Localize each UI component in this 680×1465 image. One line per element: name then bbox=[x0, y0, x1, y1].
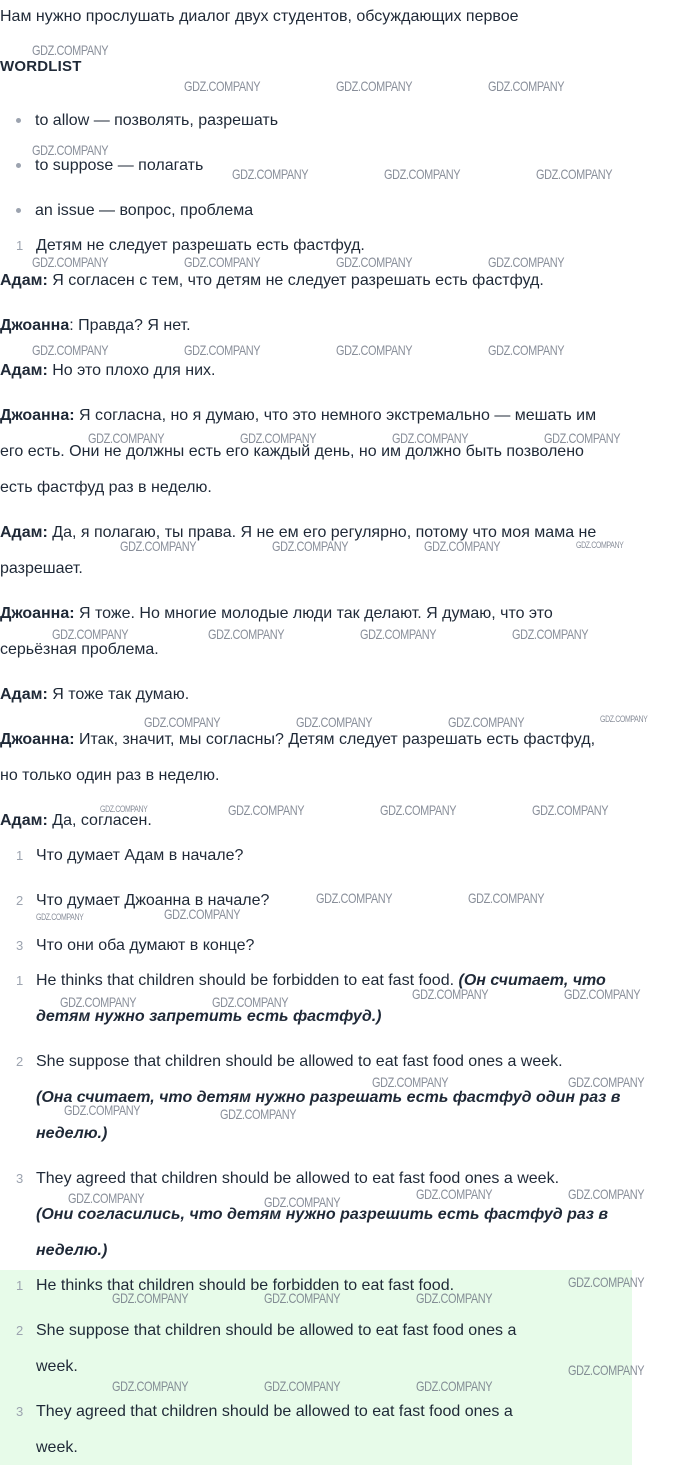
list-number: 2 bbox=[16, 893, 24, 908]
watermark-text: GDZ.COMPANY bbox=[488, 342, 565, 358]
dialog-line-adam: Адам: Я тоже так думаю. bbox=[0, 686, 190, 703]
question-text: Что думает Джоанна в начале? bbox=[36, 892, 270, 909]
short-answer-text: week. bbox=[36, 1439, 78, 1456]
dialog-line-cont: разрешает. bbox=[0, 560, 83, 577]
question-text: Что они оба думают в конце? bbox=[36, 937, 255, 954]
list-number: 3 bbox=[16, 1404, 24, 1419]
watermark-text: GDZ.COMPANY bbox=[164, 906, 241, 922]
answer-translation: неделю.) bbox=[36, 1242, 108, 1259]
list-number: 1 bbox=[16, 973, 24, 988]
watermark-text: GDZ.COMPANY bbox=[272, 538, 349, 554]
watermark-text: GDZ.COMPANY bbox=[576, 540, 624, 550]
watermark-text: GDZ.COMPANY bbox=[184, 254, 261, 270]
watermark-text: GDZ.COMPANY bbox=[512, 626, 589, 642]
answer-translation: (Она считает, что детям нужно разрешать есть фастфуд один раз в bbox=[36, 1089, 621, 1106]
watermark-text: GDZ.COMPANY bbox=[380, 802, 457, 818]
watermark-text: GDZ.COMPANY bbox=[32, 342, 109, 358]
watermark-text: GDZ.COMPANY bbox=[564, 986, 641, 1002]
dialog-line-joanna: Джоанна: Итак, значит, мы согласны? Детям следует разрешать есть фастфуд, bbox=[0, 731, 596, 748]
watermark-text: GDZ.COMPANY bbox=[264, 1290, 341, 1306]
watermark-text: GDZ.COMPANY bbox=[372, 1074, 449, 1090]
watermark-text: GDZ.COMPANY bbox=[264, 1378, 341, 1394]
watermark-text: GDZ.COMPANY bbox=[68, 1190, 145, 1206]
wordlist-heading: WORDLIST bbox=[0, 58, 82, 75]
watermark-text: GDZ.COMPANY bbox=[228, 802, 305, 818]
watermark-text: GDZ.COMPANY bbox=[488, 78, 565, 94]
watermark-text: GDZ.COMPANY bbox=[468, 890, 545, 906]
dialog-line-adam: Адам: Но это плохо для них. bbox=[0, 362, 216, 379]
watermark-text: GDZ.COMPANY bbox=[212, 994, 289, 1010]
watermark-text: GDZ.COMPANY bbox=[184, 78, 261, 94]
bullet-icon bbox=[16, 208, 21, 213]
watermark-text: GDZ.COMPANY bbox=[232, 166, 309, 182]
watermark-text: GDZ.COMPANY bbox=[544, 430, 621, 446]
list-number: 3 bbox=[16, 1171, 24, 1186]
list-number: 1 bbox=[16, 848, 24, 863]
watermark-text: GDZ.COMPANY bbox=[360, 626, 437, 642]
watermark-text: GDZ.COMPANY bbox=[88, 430, 165, 446]
watermark-text: GDZ.COMPANY bbox=[448, 714, 525, 730]
watermark-text: GDZ.COMPANY bbox=[416, 1378, 493, 1394]
dialog-line-cont: есть фастфуд раз в неделю. bbox=[0, 479, 212, 496]
watermark-text: GDZ.COMPANY bbox=[112, 1290, 189, 1306]
watermark-text: GDZ.COMPANY bbox=[416, 1186, 493, 1202]
watermark-text: GDZ.COMPANY bbox=[424, 538, 501, 554]
watermark-text: GDZ.COMPANY bbox=[240, 430, 317, 446]
watermark-text: GDZ.COMPANY bbox=[296, 714, 373, 730]
watermark-text: GDZ.COMPANY bbox=[144, 714, 221, 730]
answer-translation: неделю.) bbox=[36, 1125, 108, 1142]
short-answer-text: They agreed that children should be allowed to eat fast food ones a bbox=[36, 1403, 513, 1420]
watermark-text: GDZ.COMPANY bbox=[52, 626, 129, 642]
watermark-text: GDZ.COMPANY bbox=[600, 714, 648, 724]
watermark-text: GDZ.COMPANY bbox=[316, 890, 393, 906]
wordlist-item: to suppose — полагать bbox=[16, 157, 203, 175]
list-number: 2 bbox=[16, 1054, 24, 1069]
dialog-line-adam: Адам: Я согласен с тем, что детям не следует разрешать есть фастфуд. bbox=[0, 272, 544, 289]
watermark-text: GDZ.COMPANY bbox=[264, 1194, 341, 1210]
list-number: 1 bbox=[16, 1278, 24, 1293]
watermark-text: GDZ.COMPANY bbox=[392, 430, 469, 446]
watermark-text: GDZ.COMPANY bbox=[32, 42, 109, 58]
watermark-text: GDZ.COMPANY bbox=[64, 1102, 141, 1118]
watermark-text: GDZ.COMPANY bbox=[120, 538, 197, 554]
short-answer-text: He thinks that children should be forbidden to eat fast food. bbox=[36, 1277, 455, 1294]
watermark-text: GDZ.COMPANY bbox=[412, 986, 489, 1002]
dialog-line-adam: Адам: Да, я полагаю, ты права. Я не ем его регулярно, потому что моя мама не bbox=[0, 524, 597, 541]
watermark-text: GDZ.COMPANY bbox=[100, 804, 148, 814]
watermark-text: GDZ.COMPANY bbox=[112, 1378, 189, 1394]
watermark-text: GDZ.COMPANY bbox=[336, 254, 413, 270]
wordlist-item: an issue — вопрос, проблема bbox=[16, 202, 253, 220]
dialog-line-cont: его есть. Они не должны есть его каждый день, но им должно быть позволено bbox=[0, 443, 584, 460]
list-number: 2 bbox=[16, 1323, 24, 1338]
watermark-text: GDZ.COMPANY bbox=[568, 1274, 645, 1290]
short-answer-text: week. bbox=[36, 1358, 78, 1375]
list-number: 3 bbox=[16, 938, 24, 953]
answer-translation: детям нужно запретить есть фастфуд.) bbox=[36, 1008, 382, 1025]
watermark-text: GDZ.COMPANY bbox=[220, 1106, 297, 1122]
dialog-line-joanna: Джоанна: Я согласна, но я думаю, что это немного экстремально — мешать им bbox=[0, 407, 597, 424]
intro-text: Нам нужно прослушать диалог двух студентов, обсуждающих первое bbox=[0, 8, 519, 25]
watermark-text: GDZ.COMPANY bbox=[568, 1362, 645, 1378]
answer-translation: (Они согласились, что детям нужно разрешить есть фастфуд раз в bbox=[36, 1206, 609, 1223]
dialog-line-joanna: Джоанна: Я тоже. Но многие молодые люди так делают. Я думаю, что это bbox=[0, 605, 553, 622]
watermark-text: GDZ.COMPANY bbox=[336, 78, 413, 94]
watermark-text: GDZ.COMPANY bbox=[36, 912, 84, 922]
watermark-text: GDZ.COMPANY bbox=[384, 166, 461, 182]
bullet-icon bbox=[16, 163, 21, 168]
watermark-text: GDZ.COMPANY bbox=[488, 254, 565, 270]
dialog-line-cont: но только один раз в неделю. bbox=[0, 767, 220, 784]
watermark-text: GDZ.COMPANY bbox=[184, 342, 261, 358]
short-answer-text: She suppose that children should be allowed to eat fast food ones a bbox=[36, 1322, 517, 1339]
question-text: Что думает Адам в начале? bbox=[36, 847, 244, 864]
statement-text: Детям не следует разрешать есть фастфуд. bbox=[36, 237, 365, 254]
bullet-icon bbox=[16, 118, 21, 123]
answer-text: They agreed that children should be allowed to eat fast food ones a week. bbox=[36, 1170, 560, 1187]
watermark-text: GDZ.COMPANY bbox=[532, 802, 609, 818]
wordlist-item: to allow — позволять, разрешать bbox=[16, 112, 278, 130]
dialog-line-joanna: Джоанна: Правда? Я нет. bbox=[0, 317, 191, 334]
dialog-line-cont: серьёзная проблема. bbox=[0, 641, 159, 658]
watermark-text: GDZ.COMPANY bbox=[416, 1290, 493, 1306]
list-number: 1 bbox=[16, 238, 24, 253]
watermark-text: GDZ.COMPANY bbox=[208, 626, 285, 642]
dialog-line-adam: Адам: Да, согласен. bbox=[0, 812, 152, 829]
watermark-text: GDZ.COMPANY bbox=[568, 1074, 645, 1090]
answer-text: She suppose that children should be allowed to eat fast food ones a week. bbox=[36, 1053, 563, 1070]
watermark-text: GDZ.COMPANY bbox=[536, 166, 613, 182]
answer-text: He thinks that children should be forbidden to eat fast food. (Он считает, что bbox=[36, 972, 606, 989]
watermark-text: GDZ.COMPANY bbox=[32, 254, 109, 270]
watermark-text: GDZ.COMPANY bbox=[568, 1186, 645, 1202]
watermark-text: GDZ.COMPANY bbox=[336, 342, 413, 358]
watermark-text: GDZ.COMPANY bbox=[60, 994, 137, 1010]
watermark-text: GDZ.COMPANY bbox=[32, 142, 109, 158]
